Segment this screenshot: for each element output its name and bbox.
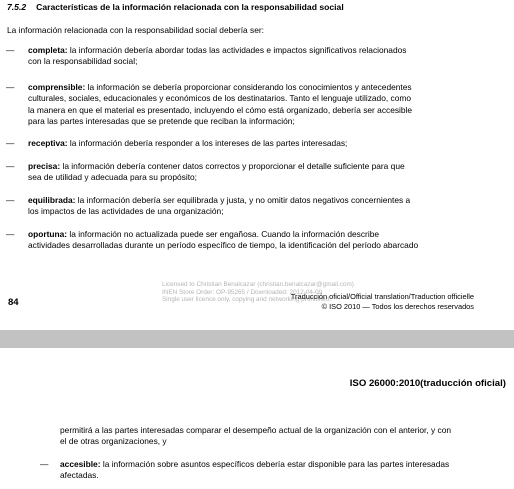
footer-translation-note: Traducción oficial/Official translation/Traduction officielle <box>290 292 474 301</box>
list-text-line: la información no actualizada puede ser engañosa. Cuando la información describe <box>69 229 380 239</box>
watermark-line: Single user licence only, copying and networking prohibited. <box>162 296 331 304</box>
continuation-line: permitirá a las partes interesadas comparar el desempeño actual de la organización con el anterior, y con <box>60 425 452 435</box>
list-dash: — <box>6 229 15 239</box>
list-text-line: sea de utilidad y adecuada para su propósito; <box>28 172 198 183</box>
list-term: oportuna: <box>28 229 68 239</box>
list-term: precisa: <box>28 161 61 171</box>
section-heading <box>7 2 344 12</box>
list-dash: — <box>6 161 15 171</box>
list-text-line: la información se debería proporcionar considerando los conocimientos y antecedentes <box>87 82 412 92</box>
list-text-line: los impactos de las actividades de una organización; <box>28 206 224 217</box>
list-text-line: la información sobre asuntos específicos debería estar disponible para las partes interesadas <box>102 459 450 469</box>
list-term: receptiva: <box>28 138 68 148</box>
list-text-line: culturales, sociales, educacionales y económicos de los destinatarios. Tanto el lenguaje utilizado, como <box>28 93 411 104</box>
list-text-line: la información debería abordar todas las actividades e impactos significativos relacionados <box>69 45 407 55</box>
continuation-paragraph <box>60 425 451 448</box>
list-dash: — <box>6 195 15 205</box>
list-text-line: actividades desarrolladas durante un período específico de tiempo, la identificación del período abarcado <box>28 240 419 251</box>
list-term: equilibrada: <box>28 195 76 205</box>
list-term: completa: <box>28 45 68 55</box>
list-text-line: con la responsabilidad social; <box>28 56 138 67</box>
list-dash: — <box>6 138 15 148</box>
page-header-title: ISO 26000:2010(traducción oficial) <box>349 378 506 389</box>
list-dash: — <box>6 45 15 55</box>
document-page-next <box>0 348 514 489</box>
watermark-line: INEN Store Order: OP-95265 / Downloaded: 2012-04-09 <box>162 288 323 296</box>
list-dash: — <box>6 82 15 92</box>
footer-copyright: © ISO 2010 — Todos los derechos reservados <box>321 302 474 311</box>
list-text-line: la manera en que el material es presentado, incluyendo el cómo está organizado, debería ser accesible <box>28 104 413 115</box>
list-term: comprensible: <box>28 82 86 92</box>
list-text-line: la información debería responder a los intereses de las partes interesadas; <box>69 138 348 148</box>
section-number: 7.5.2 <box>7 2 27 12</box>
list-term: accesible: <box>60 459 101 469</box>
list-text-line: afectadas. <box>60 470 99 481</box>
continuation-line: el de otras organizaciones, y <box>60 436 167 447</box>
list-dash: — <box>40 459 49 469</box>
list-text-line: la información debería ser equilibrada y justa, y no omitir datos negativos concernientes a <box>77 195 411 205</box>
page-number: 84 <box>8 297 19 308</box>
list-text-line: para las partes interesadas que se pretende que reciban la información; <box>28 116 295 127</box>
watermark-line: Licensed to Christian Benalcazar (christian.benalcazar@gmail.com) <box>162 281 354 288</box>
intro-paragraph: La información relacionada con la responsabilidad social debería ser: <box>7 25 264 35</box>
list-text-line: la información debería contener datos correctos y proporcionar el detalle suficiente para que <box>62 161 405 171</box>
section-title: Características de la información relacionada con la responsabilidad social <box>36 2 344 12</box>
page-separator <box>0 330 514 348</box>
